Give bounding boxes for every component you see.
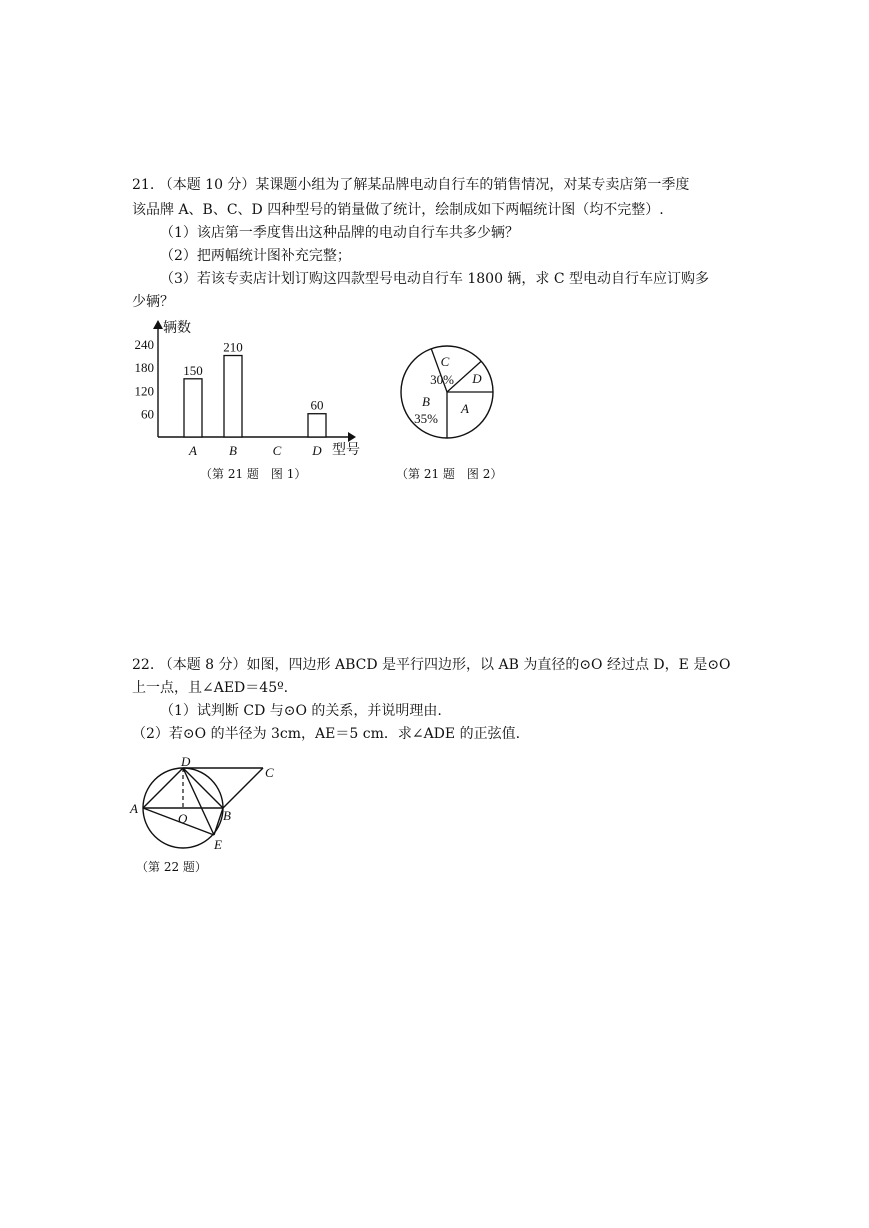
q22-line2: 上一点，且∠AED＝45º. [132, 680, 289, 696]
pie-slice-label-b: B [422, 394, 430, 409]
bar-d [308, 414, 326, 437]
y-tick-label: 60 [141, 406, 154, 422]
label-point-o: O [178, 811, 188, 826]
pie-slice-label-d: D [472, 371, 482, 386]
segment-cb [223, 768, 263, 808]
label-point-d: D [181, 754, 191, 769]
q21-line2: 该品牌 A、B、C、D 四种型号的销量做了统计，绘制成如下两幅统计图（均不完整）. [132, 202, 664, 218]
x-tick-label-a: A [189, 443, 197, 458]
q22-line1: 22. （本题 8 分）如图，四边形 ABCD 是平行四边形，以 AB 为直径的⊙O 经过点 D，E 是⊙O [132, 657, 731, 673]
label-point-a: A [130, 801, 138, 816]
pie-slice-percent-c: 30% [430, 372, 454, 387]
pie-slice-label-a: A [461, 401, 469, 416]
data-label-b: 210 [223, 339, 243, 355]
bar-a [184, 379, 202, 437]
q21-sub1: （1）该店第一季度售出这种品牌的电动自行车共多少辆？ [160, 225, 519, 241]
x-tick-label-d: D [312, 443, 322, 458]
bar-chart [120, 315, 380, 465]
x-axis-label: 型号 [332, 443, 360, 458]
label-point-c: C [265, 765, 274, 780]
pie-chart [395, 340, 500, 445]
data-label-d: 60 [310, 397, 324, 413]
x-tick-label-b: B [229, 443, 237, 458]
fig1-caption: （第 21 题 图 1） [200, 467, 307, 481]
q21-sub3b: 少辆？ [132, 294, 174, 310]
bar-chart-marks [135, 319, 361, 458]
label-point-b: B [223, 808, 231, 823]
y-axis-label: 辆数 [163, 321, 191, 336]
y-axis-arrow [153, 320, 163, 329]
q22-sub2: （2）若⊙O 的半径为 3cm，AE＝5 cm．求∠ADE 的正弦值. [132, 726, 521, 742]
geometry-diagram [125, 752, 285, 852]
fig22-caption: （第 22 题） [136, 860, 207, 874]
y-tick-label: 240 [134, 336, 154, 352]
fig2-caption: （第 21 题 图 2） [396, 467, 503, 481]
pie-slice-percent-b: 35% [414, 411, 438, 426]
label-point-e: E [214, 837, 222, 852]
q21-line1: 21. （本题 10 分）某课题小组为了解某品牌电动自行车的销售情况，对某专卖店第一季度 [132, 177, 690, 193]
q21-sub3a: （3）若该专卖店计划订购这四款型号电动自行车 1800 辆，求 C 型电动自行车应订购多 [160, 271, 710, 287]
x-axis-arrow [348, 432, 356, 442]
x-tick-label-c: C [272, 443, 282, 458]
pie-slice-label-c: C [440, 354, 450, 369]
y-tick-label: 120 [134, 383, 154, 399]
q21-sub2: （2）把两幅统计图补充完整； [160, 248, 351, 264]
bar-b [224, 356, 242, 437]
pie-chart-marks [401, 346, 493, 438]
q22-sub1: （1）试判断 CD 与⊙O 的关系，并说明理由. [160, 703, 442, 719]
y-tick-label: 180 [134, 360, 154, 376]
segment-be [214, 808, 223, 835]
data-label-a: 150 [183, 362, 203, 378]
